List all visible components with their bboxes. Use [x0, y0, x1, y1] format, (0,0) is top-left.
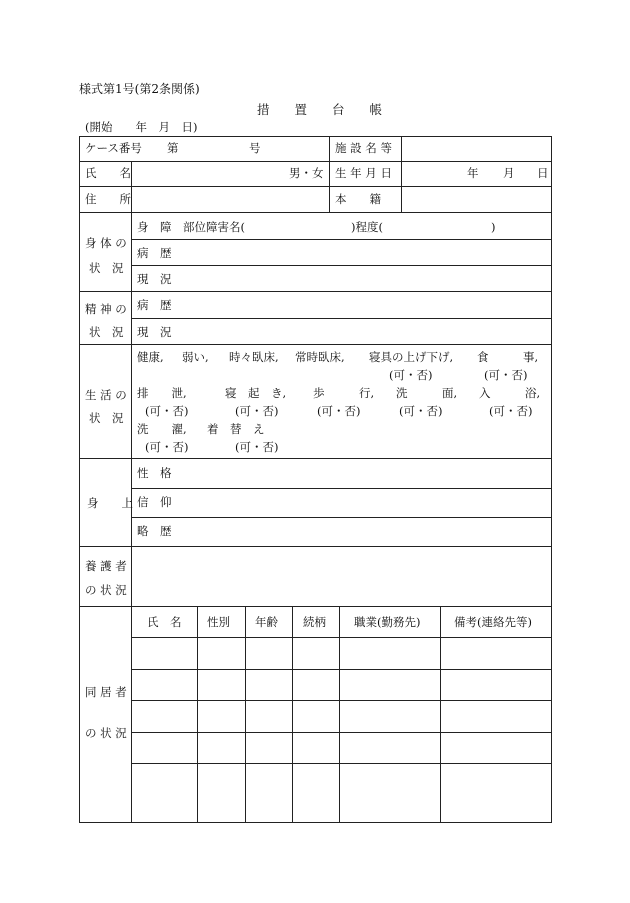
- physical-current: 現 況: [137, 272, 172, 286]
- start-date: (開始 年 月 日): [85, 120, 198, 134]
- character-label: 性 格: [137, 466, 172, 480]
- physical-label-1: 身 体 の: [85, 236, 127, 250]
- form-number: 様式第1号(第2条関係): [79, 82, 200, 96]
- possible-mark: (可・否): [399, 404, 443, 418]
- possible-mark: (可・否): [235, 440, 279, 454]
- birth-month: 月: [503, 166, 515, 180]
- col-header-occupation: 職業(勤務先): [354, 615, 421, 629]
- guardian-label-1: 養 護 者: [85, 559, 127, 573]
- col-header-age: 年齢: [255, 615, 278, 629]
- mental-label-1: 精 神 の: [85, 302, 127, 316]
- faith-label: 信 仰: [137, 495, 172, 509]
- page-title: 措 置 台 帳: [257, 102, 383, 117]
- facility-label: 施 設 名 等: [335, 141, 392, 155]
- condition-item: 常時臥床,: [295, 350, 345, 364]
- adl-item: 寝 起 き,: [225, 386, 287, 400]
- living-label-1: 生 活 の: [85, 388, 127, 402]
- adl-item: 歩 行,: [313, 386, 375, 400]
- adl-item: 洗 面,: [396, 386, 458, 400]
- address-label: 住 所: [85, 192, 131, 206]
- disability-close: )程度(: [351, 220, 383, 234]
- birth-label: 生 年 月 日: [335, 166, 392, 180]
- domicile-label: 本 籍: [335, 192, 381, 206]
- personal-label: 身 上: [87, 496, 133, 510]
- adl-item: 排 泄,: [137, 386, 187, 400]
- possible-mark: (可・否): [145, 440, 189, 454]
- career-label: 略 歴: [137, 524, 172, 538]
- condition-item: 健康,: [137, 350, 164, 364]
- name-label: 氏 名: [85, 166, 131, 180]
- sex-options: 男・女: [289, 166, 324, 180]
- col-header-name: 氏 名: [147, 615, 182, 629]
- possible-mark: (可・否): [389, 368, 433, 382]
- adl-item: 洗 濯,: [137, 422, 187, 436]
- possible-mark: (可・否): [145, 404, 189, 418]
- case-number-label: ケース番号: [85, 141, 142, 155]
- condition-item: 弱い,: [182, 350, 209, 364]
- physical-history: 病 歴: [137, 246, 172, 260]
- possible-mark: (可・否): [484, 368, 528, 382]
- disability-label: 身 障: [137, 220, 172, 234]
- cohabitant-label-2: の 状 況: [85, 726, 127, 740]
- guardian-label-2: の 状 況: [85, 583, 127, 597]
- degree-close: ): [491, 220, 496, 234]
- birth-year: 年: [467, 166, 479, 180]
- adl-item: 着 替 え: [207, 422, 265, 436]
- mental-current: 現 況: [137, 325, 172, 339]
- mental-label-2: 状 況: [89, 325, 124, 339]
- col-header-relation: 続柄: [303, 615, 326, 629]
- mental-history: 病 歴: [137, 298, 172, 312]
- possible-mark: (可・否): [235, 404, 279, 418]
- possible-mark: (可・否): [489, 404, 533, 418]
- case-number-prefix: 第: [167, 141, 179, 155]
- col-header-sex: 性別: [207, 615, 230, 629]
- possible-mark: (可・否): [317, 404, 361, 418]
- physical-label-2: 状 況: [89, 261, 124, 275]
- cohabitant-label-1: 同 居 者: [85, 685, 127, 699]
- condition-item: 時々臥床,: [229, 350, 279, 364]
- condition-item: 食 事,: [477, 350, 539, 364]
- disability-text: 部位障害名(: [183, 220, 245, 234]
- register-table: [79, 136, 551, 822]
- living-label-2: 状 況: [89, 411, 124, 425]
- case-number-suffix: 号: [249, 141, 261, 155]
- condition-item: 寝具の上げ下げ,: [369, 350, 454, 364]
- adl-item: 入 浴,: [479, 386, 541, 400]
- birth-day: 日: [537, 166, 549, 180]
- col-header-remarks: 備考(連絡先等): [454, 615, 532, 629]
